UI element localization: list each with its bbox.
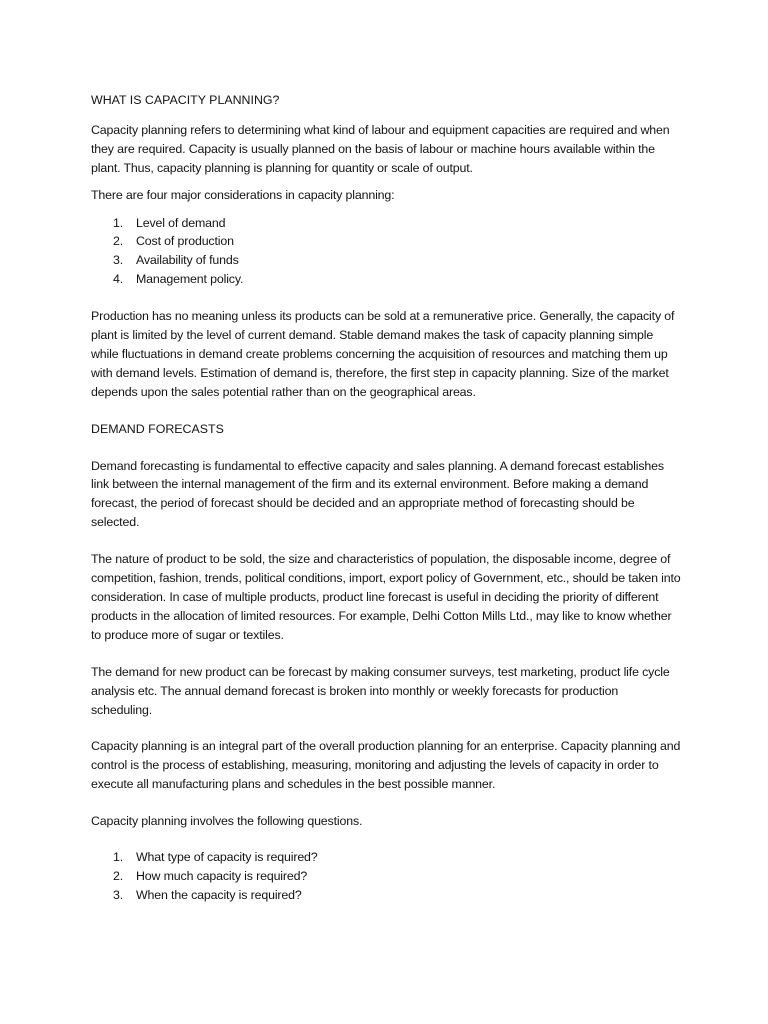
questions-list xyxy=(91,848,681,905)
heading-capacity-planning: WHAT IS CAPACITY PLANNING? xyxy=(91,93,280,107)
paragraph-definition: Capacity planning refers to determining what kind of labour and equipment capacities are required and when they are required. Capacity is usually planned on the basis of labour or machine hours available within the plant. Thus, capacity planning is planning for quantity or scale of output. xyxy=(91,122,670,175)
list-item xyxy=(91,214,681,233)
list-item-number: 2. xyxy=(113,234,124,249)
list-item-number: 1. xyxy=(113,215,124,230)
paragraph-production-meaning: Production has no meaning unless its products can be sold at a remunerative price. Generally, the capacity of plant is limited by the level of current demand. Stable demand makes the task of capacity planning simple while fluctuations in demand create problems concerning the acquisition of resources and matching them up with demand levels. Estimation of demand is, therefore, the first step in capacity planning. Size of the market depends upon the sales potential rather than on the geographical areas. xyxy=(91,309,675,399)
list-item-text: What type of capacity is required? xyxy=(136,850,318,865)
list-item xyxy=(91,270,681,289)
list-item-text: Availability of funds xyxy=(136,253,239,268)
list-item-number: 2. xyxy=(113,868,124,883)
heading-demand-forecasts: DEMAND FORECASTS xyxy=(91,421,224,436)
list-item-text: Management policy. xyxy=(136,272,244,287)
list-item-text: Level of demand xyxy=(136,215,226,230)
paragraph-questions-intro: Capacity planning involves the following questions. xyxy=(91,814,363,829)
list-item xyxy=(91,886,681,905)
list-item xyxy=(91,251,681,270)
paragraph-nature-of-product: The nature of product to be sold, the size and characteristics of population, the disposable income, degree of competition, fashion, trends, political conditions, import, export policy of Government, etc., should be taken into consideration. In case of multiple products, product line forecast is useful in deciding the priority of different products in the allocation of limited resources. For example, Delhi Cotton Mills Ltd., may like to know whether to produce more of sugar or textiles. xyxy=(91,552,681,642)
list-item-number: 4. xyxy=(113,272,124,287)
paragraph-demand-forecasting: Demand forecasting is fundamental to effective capacity and sales planning. A demand forecast establishes link between the internal management of the firm and its external environment. Before making a demand forecast, the period of forecast should be decided and an appropriate method of forecasting should be selected. xyxy=(91,458,664,530)
list-item-number: 1. xyxy=(113,850,124,865)
document-page xyxy=(91,91,681,905)
list-item-number: 3. xyxy=(113,253,124,268)
considerations-list xyxy=(91,214,681,290)
list-item-text: How much capacity is required? xyxy=(136,868,308,883)
list-item xyxy=(91,867,681,886)
list-item-number: 3. xyxy=(113,887,124,902)
list-item-text: When the capacity is required? xyxy=(136,887,302,902)
paragraph-capacity-integral: Capacity planning is an integral part of the overall production planning for an enterprise. Capacity planning and control is the process of establishing, measuring, monitoring and adjusting the levels of capacity in order to execute all manufacturing plans and schedules in the best possible manner. xyxy=(91,739,681,792)
list-item-text: Cost of production xyxy=(136,234,234,249)
paragraph-considerations-intro: There are four major considerations in capacity planning: xyxy=(91,187,395,202)
list-item xyxy=(91,232,681,251)
list-item xyxy=(91,848,681,867)
paragraph-new-product-demand: The demand for new product can be forecast by making consumer surveys, test marketing, product life cycle analysis etc. The annual demand forecast is broken into monthly or weekly forecasts for production scheduling. xyxy=(91,664,670,717)
